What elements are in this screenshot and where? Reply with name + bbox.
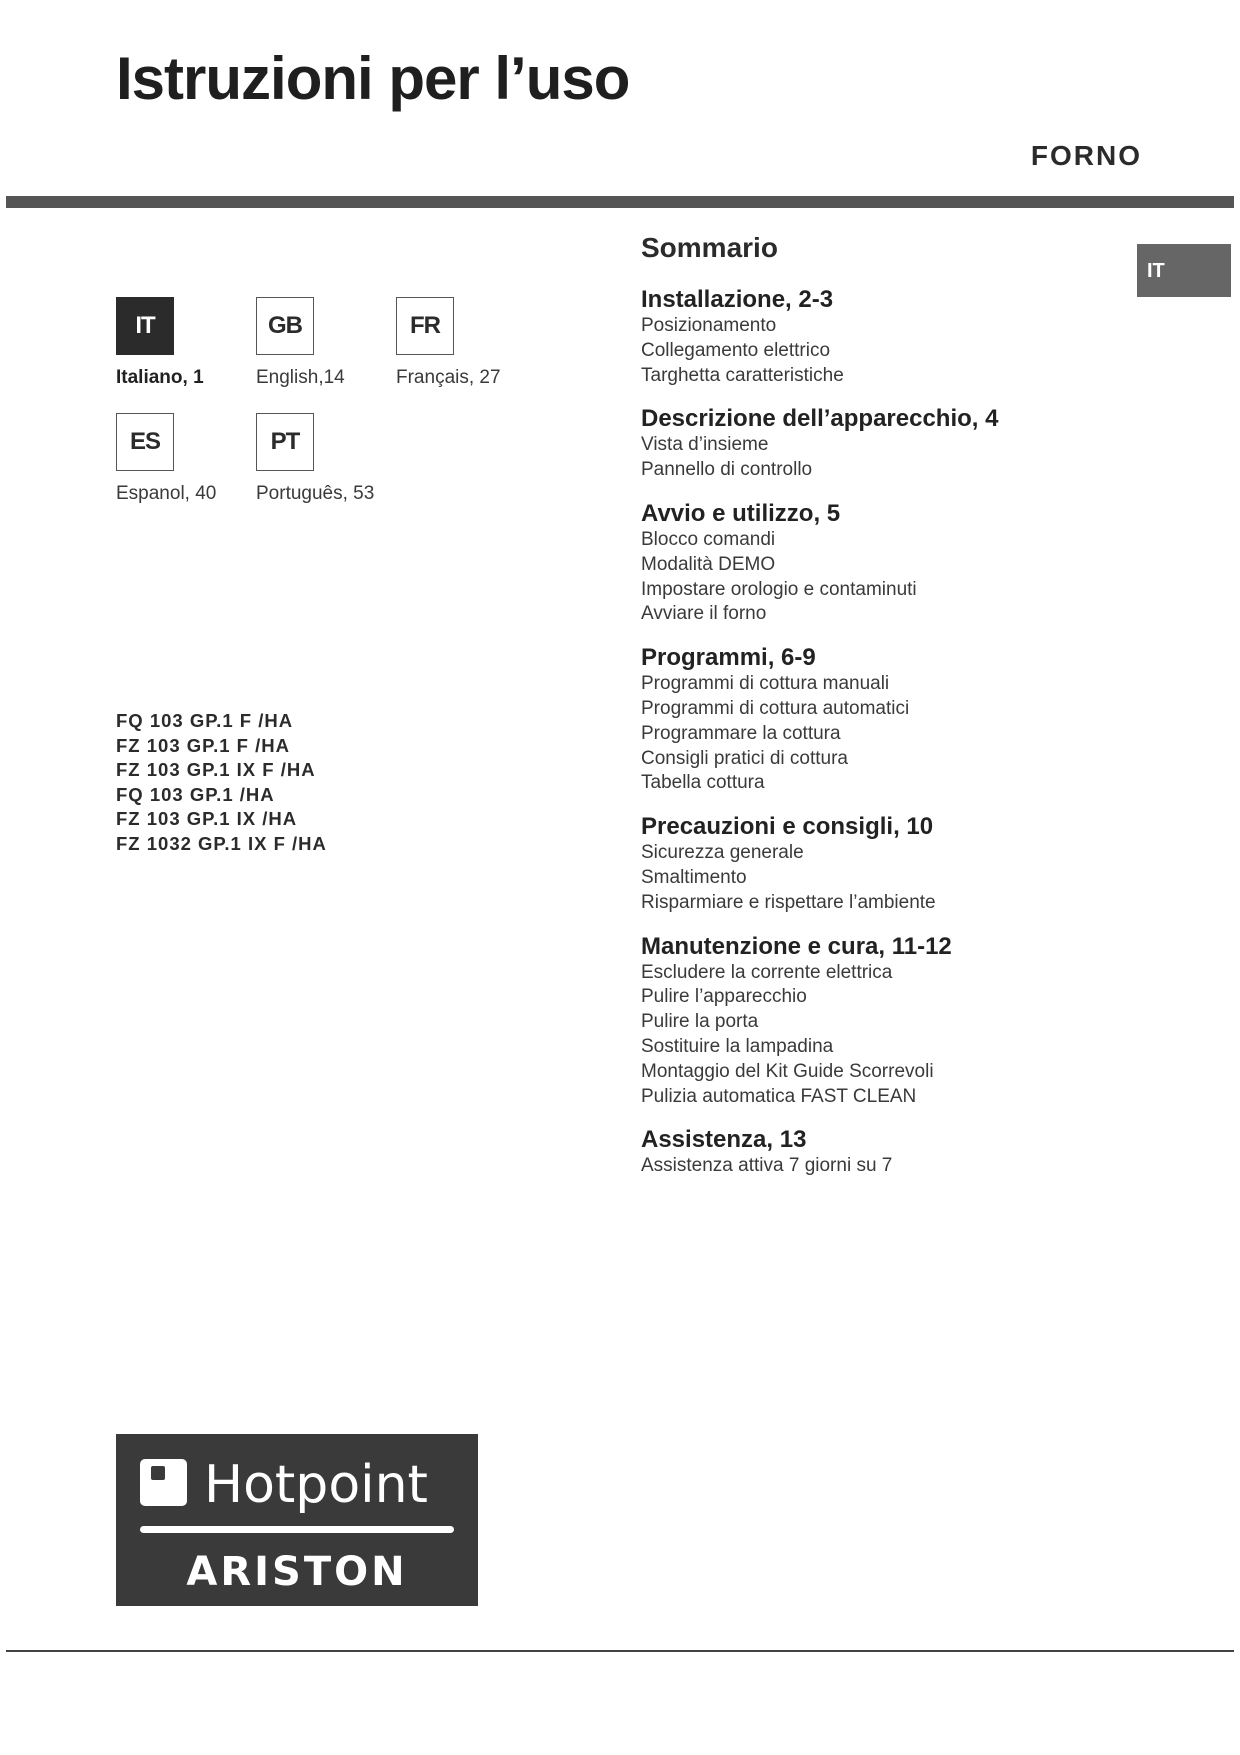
toc-section-programmi xyxy=(641,644,1121,796)
toc-item[interactable]: Tabella cottura xyxy=(641,772,765,794)
language-side-tab: IT xyxy=(1137,244,1231,297)
toc-item[interactable]: Impostare orologio e contaminuti xyxy=(641,578,917,600)
language-box-it[interactable]: IT xyxy=(116,297,174,355)
language-box-es[interactable]: ES xyxy=(116,413,174,471)
table-of-contents xyxy=(641,232,1121,1196)
toc-heading[interactable]: Precauzioni e consigli, 10 xyxy=(641,813,934,841)
model-list xyxy=(116,709,327,857)
toc-item[interactable]: Pulizia automatica FAST CLEAN xyxy=(641,1085,917,1107)
model-code: FZ 103 GP.1 IX F /HA xyxy=(116,759,316,781)
brand-square-icon xyxy=(140,1459,187,1506)
toc-item[interactable]: Programmare la cottura xyxy=(641,722,841,744)
toc-section-descrizione xyxy=(641,405,1121,483)
language-label-it[interactable]: Italiano, 1 xyxy=(116,367,204,388)
toc-section-installazione xyxy=(641,286,1121,388)
toc-item[interactable]: Pulire l’apparecchio xyxy=(641,986,807,1008)
model-code: FZ 103 GP.1 F /HA xyxy=(116,734,290,756)
toc-item[interactable]: Risparmiare e rispettare l’ambiente xyxy=(641,891,936,913)
model-code: FQ 103 GP.1 /HA xyxy=(116,783,275,805)
toc-item[interactable]: Montaggio del Kit Guide Scorrevoli xyxy=(641,1060,934,1082)
language-label-gb[interactable]: English,14 xyxy=(256,367,345,388)
toc-item[interactable]: Blocco comandi xyxy=(641,528,776,550)
toc-item[interactable]: Assistenza attiva 7 giorni su 7 xyxy=(641,1155,893,1177)
toc-section-manutenzione xyxy=(641,933,1121,1110)
header-divider xyxy=(6,196,1234,208)
toc-heading[interactable]: Manutenzione e cura, 11-12 xyxy=(641,932,952,960)
toc-heading[interactable]: Installazione, 2-3 xyxy=(641,286,834,313)
model-code: FQ 103 GP.1 F /HA xyxy=(116,710,294,731)
language-box-pt[interactable]: PT xyxy=(256,413,314,471)
toc-item[interactable]: Vista d’insieme xyxy=(641,434,769,456)
toc-item[interactable]: Escludere la corrente elettrica xyxy=(641,961,893,983)
toc-item[interactable]: Sicurezza generale xyxy=(641,842,804,864)
toc-item[interactable]: Targhetta caratteristiche xyxy=(641,364,844,386)
hotpoint-ariston-logo xyxy=(116,1434,478,1606)
toc-item[interactable]: Modalità DEMO xyxy=(641,553,776,575)
language-label-fr[interactable]: Français, 27 xyxy=(396,367,501,388)
toc-item[interactable]: Sostituire la lampadina xyxy=(641,1035,834,1057)
toc-section-assistenza xyxy=(641,1126,1121,1179)
toc-item[interactable]: Pannello di controllo xyxy=(641,459,813,481)
toc-heading[interactable]: Avvio e utilizzo, 5 xyxy=(641,499,841,527)
toc-item[interactable]: Collegamento elettrico xyxy=(641,339,831,361)
toc-item[interactable]: Smaltimento xyxy=(641,866,747,888)
document-title: Istruzioni per l’uso xyxy=(116,45,630,112)
toc-item[interactable]: Posizionamento xyxy=(641,315,777,336)
toc-section-precauzioni xyxy=(641,813,1121,915)
toc-item[interactable]: Pulire la porta xyxy=(641,1011,759,1033)
language-box-gb[interactable]: GB xyxy=(256,297,314,355)
product-type: FORNO xyxy=(1030,140,1142,171)
toc-title: Sommario xyxy=(641,232,778,263)
brand-name-hotpoint: Hotpoint xyxy=(204,1455,428,1515)
brand-divider xyxy=(140,1526,454,1533)
toc-heading[interactable]: Descrizione dell’apparecchio, 4 xyxy=(641,405,999,433)
toc-item[interactable]: Consigli pratici di cottura xyxy=(641,747,848,769)
language-label-pt[interactable]: Português, 53 xyxy=(256,483,375,504)
footer-divider xyxy=(6,1650,1234,1652)
toc-item[interactable]: Avviare il forno xyxy=(641,603,767,625)
model-code: FZ 1032 GP.1 IX F /HA xyxy=(116,832,327,854)
language-box-fr[interactable]: FR xyxy=(396,297,454,355)
toc-heading[interactable]: Programmi, 6-9 xyxy=(641,644,816,672)
language-label-es[interactable]: Espanol, 40 xyxy=(116,483,217,504)
model-code: FZ 103 GP.1 IX /HA xyxy=(116,808,298,830)
toc-item[interactable]: Programmi di cottura automatici xyxy=(641,697,910,719)
toc-section-avvio xyxy=(641,500,1121,627)
toc-heading[interactable]: Assistenza, 13 xyxy=(641,1126,807,1154)
brand-name-ariston: ARISTON xyxy=(186,1549,408,1595)
toc-item[interactable]: Programmi di cottura manuali xyxy=(641,673,890,695)
